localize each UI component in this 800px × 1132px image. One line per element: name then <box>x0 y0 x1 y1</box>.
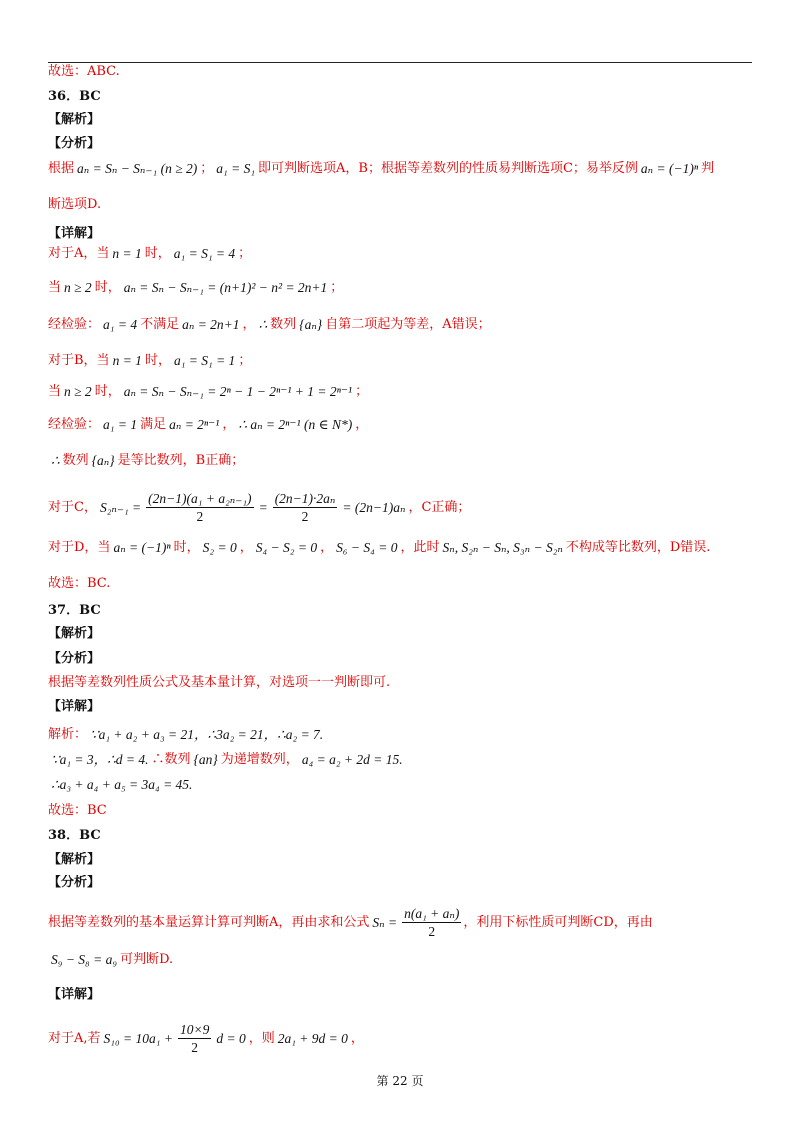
text-line <box>48 1022 364 1055</box>
math-expression: aₙ = (−1)ⁿ <box>113 540 171 555</box>
text-run: ； <box>355 384 369 399</box>
text-run: 经检验： <box>48 317 101 332</box>
text-line <box>48 280 343 296</box>
math-expression: aₙ = 2ⁿ⁻¹ <box>169 417 220 432</box>
math-expression: a₁ = 4 <box>103 317 138 332</box>
text-run: ； <box>330 280 344 295</box>
section-heading: 【分析】 <box>48 875 101 890</box>
text-run: 对于C， <box>48 499 97 515</box>
text-line <box>48 777 195 793</box>
math-expression: a₄ = a₂ + 2d = 15. <box>301 752 403 767</box>
math-fraction <box>402 906 461 939</box>
text-run: ； <box>238 246 252 261</box>
section-heading: 【分析】 <box>48 136 101 151</box>
text-run: 判 <box>701 161 715 176</box>
page-number: 第 22 页 <box>376 1074 424 1088</box>
text-run: 数列 <box>62 453 89 468</box>
math-expression: aₙ = Sₙ − Sₙ₋₁ = (n+1)² − n² = 2n+1 <box>123 280 328 295</box>
text-line <box>48 317 491 333</box>
section-heading: 【详解】 <box>48 226 101 241</box>
question-answer: 37．BC <box>48 603 101 618</box>
text-run: 即可判断选项A，B；根据等差数列的性质易判断选项C；易举反例 <box>258 161 638 176</box>
text-line <box>48 906 653 939</box>
math-expression: ∵a₁ + a₂ + a₃ = 21，∴3a₂ = 21，∴a₂ = 7. <box>90 727 324 742</box>
math-expression: a₁ = S₁ <box>216 161 256 176</box>
text-line <box>48 161 714 177</box>
math-expression: S₂ = 0 <box>202 540 237 555</box>
text-run: ， <box>350 1030 364 1046</box>
header-rule <box>48 62 752 63</box>
text-run: ∴数列 <box>151 752 191 767</box>
text-run: 根据 <box>48 161 75 176</box>
question-answer: 38．BC <box>48 828 101 843</box>
math-expression: Sₙ, S₂ₙ − Sₙ, S₃ₙ − S₂ₙ <box>442 540 563 555</box>
text-line <box>48 540 710 556</box>
text-run: 不构成等比数列，D错误. <box>565 540 711 555</box>
text-run: 时， <box>144 246 171 261</box>
math-expression: aₙ = (−1)ⁿ <box>640 161 699 176</box>
math-fraction <box>146 491 253 524</box>
math-expression: = (2n−1)aₙ <box>342 499 406 515</box>
text-run: ，利用下标性质可判断CD，再由 <box>463 914 653 930</box>
math-expression: S₁₀ = 10a₁ + <box>103 1030 173 1046</box>
math-expression: a₁ = S₁ = 4 <box>173 246 236 261</box>
text-run: ，C正确； <box>408 499 471 515</box>
math-expression: ∴a₃ + a₄ + a₅ = 3a₄ = 45. <box>51 777 193 792</box>
math-expression: = <box>258 499 268 515</box>
math-fraction <box>273 491 338 524</box>
text-run: ， <box>222 417 236 432</box>
math-expression: n = 1 <box>112 246 142 261</box>
text-run: 可判断D. <box>120 952 174 967</box>
math-expression: {aₙ} <box>299 317 323 332</box>
section-heading: 【解析】 <box>48 852 101 867</box>
section-heading: 【详解】 <box>48 987 101 1002</box>
text-run: ， <box>355 417 369 432</box>
text-line <box>48 453 244 469</box>
text-run: ，则 <box>248 1030 275 1046</box>
text-line <box>48 952 173 968</box>
math-expression: n = 1 <box>112 353 142 368</box>
fraction-denominator: 2 <box>191 1040 199 1055</box>
text-run: 是等比数列，B正确； <box>117 453 245 468</box>
math-expression: S₆ − S₄ = 0 <box>336 540 398 555</box>
text-run: 当 <box>48 384 62 399</box>
text-run: ， <box>320 540 334 555</box>
text-line: 故选：ABC. <box>48 64 120 79</box>
text-run: 时， <box>94 280 121 295</box>
math-expression: a₁ = 1 <box>103 417 138 432</box>
text-run: 对于A,若 <box>48 1030 101 1046</box>
fraction-numerator: (2n−1)(a₁ + a₂ₙ₋₁) <box>148 491 252 506</box>
math-expression: d = 0 <box>216 1030 246 1046</box>
text-line <box>48 353 251 369</box>
text-run: 时， <box>173 540 200 555</box>
math-expression: S₉ − S₈ = a₉ <box>51 952 118 967</box>
math-expression: ∴ <box>51 453 60 468</box>
text-run: 对于D，当 <box>48 540 111 555</box>
math-expression: n ≥ 2 <box>64 384 92 399</box>
question-answer: 36．BC <box>48 89 101 104</box>
fraction-numerator: n(a₁ + aₙ) <box>404 906 460 921</box>
math-expression: {an} <box>193 752 218 767</box>
text-line: 断选项D. <box>48 197 102 212</box>
text-run: 当 <box>48 280 62 295</box>
text-run: 满足 <box>140 417 167 432</box>
section-heading: 【解析】 <box>48 112 101 127</box>
text-line <box>48 727 326 743</box>
text-run: 经检验： <box>48 417 101 432</box>
text-run: 解析： <box>48 727 88 742</box>
text-line <box>48 384 368 400</box>
math-expression: {aₙ} <box>91 453 115 468</box>
math-expression: ∵a₁ = 3，∴d = 4. <box>51 752 149 767</box>
math-expression: aₙ = Sₙ − Sₙ₋₁ (n ≥ 2) <box>77 161 198 176</box>
math-expression: n ≥ 2 <box>64 280 92 295</box>
fraction-denominator: 2 <box>301 509 309 524</box>
fraction-denominator: 2 <box>196 509 204 524</box>
text-run: 自第二项起为等差，A错误； <box>325 317 491 332</box>
math-expression: aₙ = Sₙ − Sₙ₋₁ = 2ⁿ − 1 − 2ⁿ⁻¹ + 1 = 2ⁿ⁻¹ <box>123 384 353 399</box>
math-expression: aₙ = 2n+1 <box>182 317 240 332</box>
math-expression: 2a₁ + 9d = 0 <box>277 1030 348 1046</box>
text-run: 数列 <box>270 317 297 332</box>
math-fraction <box>178 1022 211 1055</box>
fraction-denominator: 2 <box>428 924 436 939</box>
math-expression: ∴ aₙ = 2ⁿ⁻¹ (n ∈ N*) <box>238 417 353 432</box>
text-run: 时， <box>94 384 121 399</box>
text-run: 为递增数列， <box>220 752 299 767</box>
text-line: 故选：BC <box>48 803 107 818</box>
text-run: ； <box>238 353 252 368</box>
text-line: 故选：BC. <box>48 576 111 591</box>
math-expression: ∴ <box>258 317 268 332</box>
text-run: ； <box>200 161 214 176</box>
text-line <box>48 491 470 524</box>
section-heading: 【解析】 <box>48 626 101 641</box>
section-heading: 【分析】 <box>48 651 101 666</box>
text-line <box>48 752 406 768</box>
math-expression: Sₙ = <box>372 914 398 930</box>
text-line: 根据等差数列性质公式及基本量计算，对选项一一判断即可. <box>48 675 391 690</box>
text-run: 对于B，当 <box>48 353 110 368</box>
text-run: 对于A，当 <box>48 246 110 261</box>
math-expression: S₄ − S₂ = 0 <box>255 540 318 555</box>
math-expression: S₂ₙ₋₁ = <box>99 499 142 515</box>
section-heading: 【详解】 <box>48 699 101 714</box>
text-line <box>48 246 251 262</box>
text-run: 不满足 <box>140 317 180 332</box>
fraction-numerator: (2n−1)·2aₙ <box>274 491 336 506</box>
text-line <box>48 417 368 433</box>
text-run: ， <box>239 540 253 555</box>
text-run: 根据等差数列的基本量运算计算可判断A，再由求和公式 <box>48 914 370 930</box>
text-run: ， <box>242 317 256 332</box>
fraction-numerator: 10×9 <box>179 1022 210 1037</box>
math-expression: a₁ = S₁ = 1 <box>173 353 236 368</box>
text-run: 时， <box>144 353 171 368</box>
text-run: ，此时 <box>400 540 440 555</box>
